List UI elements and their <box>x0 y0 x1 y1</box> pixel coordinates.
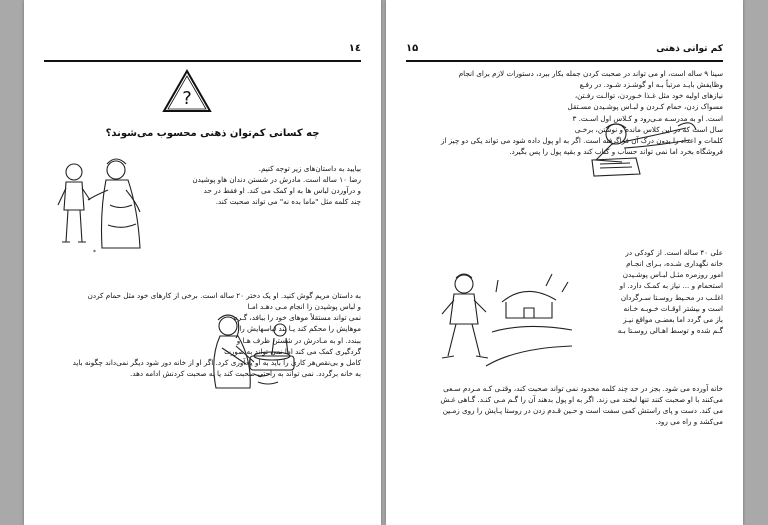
text-line: اغلـب در محـیط روسـتا سـرگردان <box>620 292 723 302</box>
text-line: امور روزمره مثـل لبـاس پوشـیدن <box>622 270 723 280</box>
text-line: به داستان مریم گوش کنید. او یک دختر ۲۰ ساله است. برخی از کارهای خود مثل حمام کردن <box>87 291 361 300</box>
story-ali-continued <box>406 383 723 428</box>
text-line: رضا ۱۰ ساله است. مادرش در شستن دندان هاو پوشیدن <box>192 175 361 185</box>
svg-text:?: ? <box>182 88 192 109</box>
text-line: خانه آورده می شود. بجز در حد چند کلمه محدود نمی تواند صحبت کند، وقتـی کـه مـردم سـعی <box>443 384 723 393</box>
text-line: می کند. دست و پای راستش کمی سفت است و حـین قـدم زدن در روستا پـایش را روی زمـین <box>442 406 723 416</box>
text-line: و لباس پوشیدن را انجام مـی دهـد امـا <box>247 302 361 312</box>
text-line: فروشگاه بخرد اما نمی تواند حساب و کتاب کند و بقیه پول را پس بگیرد. <box>509 147 723 157</box>
text-line: بیایید به داستان‌های زیر توجه کنیم. <box>258 164 361 173</box>
boy-studying-illustration <box>582 100 702 180</box>
woman-washing-dishes-illustration <box>192 308 302 398</box>
text-line: است. او به مدرسـه مـی‌رود و کـلاس اول اسـت. ۳ <box>572 113 723 123</box>
page-number: ۱۵ <box>406 43 419 54</box>
svg-text:*: * <box>93 249 96 256</box>
section-heading: چه کسانی کم‌توان ذهنی محسوب می‌شوند؟ <box>105 128 320 139</box>
text-line: می‌کشد و راه می رود. <box>655 417 723 427</box>
story-reza <box>171 163 361 208</box>
text-line: وظایفش بایـد مرتباً بـه او گوشـزد شـود. در رفـع <box>579 80 723 90</box>
text-line: چند کلمه مثل "ماما بده نه" می تواند صحبت کند. <box>215 197 361 207</box>
text-line: موهایش را محکم کند یـا بند لباسهایش را <box>239 324 361 334</box>
story-ali-intro <box>573 247 723 336</box>
text-line: گردگیری کمک می کند اما نمی تواند به صورت <box>224 346 361 356</box>
text-line: به خانه برگردد. نمی تواند به راحتی صحبت کند یا به صحبت کردنش ادامه دهد. <box>130 369 361 379</box>
text-line: استحمام و ... نیاز به کمـک دارد. او <box>619 281 723 291</box>
man-walking-village-illustration <box>406 262 576 372</box>
text-line: مسواک زدن، حمام کـردن و لبـاس پوشـیدن مسـتقل <box>567 102 723 112</box>
right-page <box>386 0 743 525</box>
text-line: ببندد. او به مـادرش در شستن ظرف هـا و <box>236 335 361 345</box>
text-line: علی ۴۰ ساله است. از کودکی در <box>625 248 723 257</box>
text-line: کامل و بی‌نقص‌هر کاری را باید به او یادآوری کرد. اگر او از خانه دور شود دیگر نمی‌داند چگونه باید <box>72 357 361 367</box>
text-line: است و بیشتر اوقـات خـوبـه خـانه <box>623 303 723 313</box>
text-line: سینا ۹ ساله است، او می تواند در صحبت کردن جمله بکار ببرد، دستورات لازم برای انجام <box>458 69 723 78</box>
warning-question-icon <box>162 69 212 113</box>
right-page-header <box>406 43 723 62</box>
text-line: باز می گردد اما بعضـی مواقع نیـز <box>623 314 723 324</box>
text-line: نمی تواند مستقلاً موهای خود را ببافد، گـره <box>233 313 361 323</box>
left-page <box>24 0 381 525</box>
page-number: ۱٤ <box>348 43 361 54</box>
text-line: سال است که در این کلاس مانده و نوشتن، برخـی <box>574 124 723 134</box>
text-line: کلمات و اعداد را بدون درک آن فراگرفته است. اگر به او پول داده شود می تواند یکی دو چیز از <box>440 135 723 145</box>
text-line: می‌کنند با او صحبت کنند تنها لبخند می زند. اگر به او پول بدهند آن را گـم مـی کنـد. گـاهی غـش <box>440 395 723 405</box>
running-title: کم توانی ذهنی <box>656 44 723 54</box>
mother-helping-child-illustration <box>44 150 154 260</box>
left-page-header <box>44 43 361 62</box>
text-line: گـم شده و توسط اهـالی روسـتا بـه <box>617 326 723 336</box>
text-line: نیازهای اولیه خود مثل غـذا خـوردن، توالـت رفـتن، <box>574 91 723 101</box>
text-line: خانه نگهداری شـده، بـرای انجـام <box>626 259 723 269</box>
text-line: و درآوردن لباس ها به او کمک می کند. او فقط در حد <box>203 186 361 196</box>
